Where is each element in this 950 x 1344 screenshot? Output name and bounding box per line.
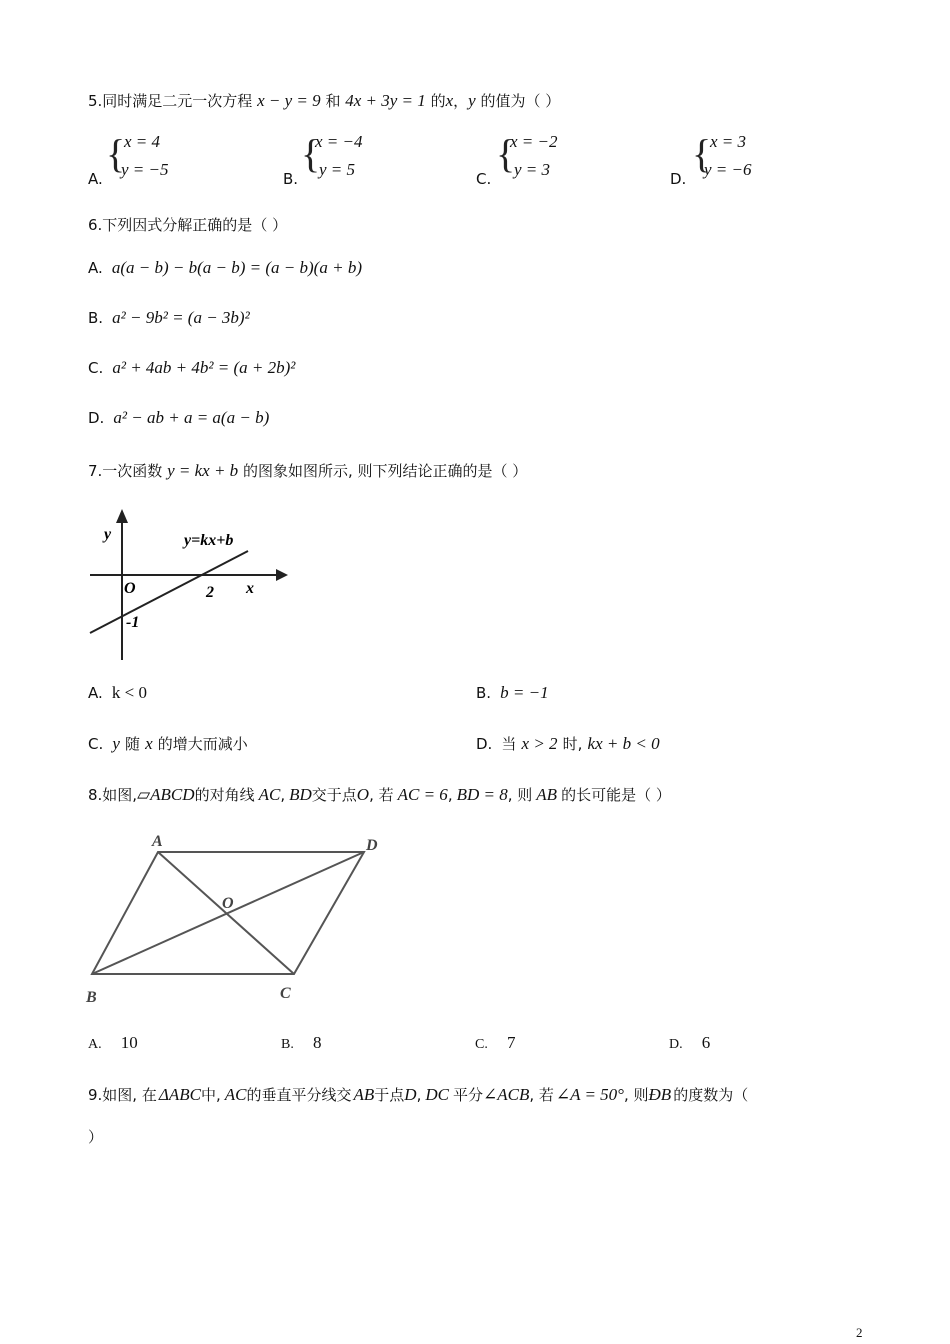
q5-equation-1: x − y = 9: [257, 91, 321, 110]
q6-option-d[interactable]: D. a² − ab + a = a(a − b): [88, 408, 270, 427]
x-axis-label: x: [246, 580, 254, 597]
q7-option-d[interactable]: D. 当 x > 2 时, kx + b < 0: [476, 734, 660, 753]
y-axis-arrow: [116, 509, 128, 523]
q7-graph: [80, 505, 290, 665]
q7-stem: 7.一次函数 y = kx + b 的图象如图所示, 则下列结论正确的是（ ）: [88, 461, 528, 480]
line-label: y=kx+b: [184, 532, 234, 549]
diagonal-bd: [92, 852, 364, 974]
q8-stem: 8.如图,▱ABCD的对角线 AC, BD交于点O, 若 AC = 6, BD = 8, 则 AB 的长可能是（ ）: [88, 785, 671, 804]
x-intercept-label: 2: [206, 584, 214, 601]
vertex-b-label: B: [86, 989, 97, 1006]
x-axis-arrow: [276, 569, 288, 581]
q6-option-c[interactable]: C. a² + 4ab + 4b² = (a + 2b)²: [88, 358, 296, 377]
q9-stem-line2: ）: [88, 1128, 104, 1146]
q9-stem: 9.如图, 在 ΔABC中, AC的垂直平分线交 AB于点D, DC 平分∠ACB, 若 ∠A = 50°, 则ÐB 的度数为（: [88, 1085, 749, 1104]
q6-option-a[interactable]: A. a(a − b) − b(a − b) = (a − b)(a + b): [88, 258, 362, 277]
q5-equation-2: 4x + 3y = 1: [345, 91, 426, 110]
origin-label: O: [124, 580, 136, 597]
q8-option-b[interactable]: B. 8: [281, 1033, 322, 1052]
q8-option-a[interactable]: A. 10: [88, 1033, 138, 1052]
page-number: 2: [856, 1325, 863, 1340]
y-intercept-label: -1: [126, 614, 140, 631]
q7-option-c[interactable]: C. y 随 x 的增大而减小: [88, 734, 248, 753]
vertex-c-label: C: [280, 985, 291, 1002]
q8-option-d[interactable]: D. 6: [669, 1033, 711, 1052]
q6-stem: 6.下列因式分解正确的是（ ）: [88, 216, 288, 234]
q7-option-b[interactable]: B. b = −1: [476, 683, 549, 702]
y-axis-label: y: [104, 526, 112, 543]
q5-stem: 5.同时满足二元一次方程 x − y = 9 和 4x + 3y = 1 的x，y 的值为（ ）: [88, 91, 561, 110]
vertex-a-label: A: [152, 833, 163, 850]
q8-parallelogram-figure: [80, 826, 390, 1011]
function-line: [90, 551, 248, 633]
q7-option-a[interactable]: A. k < 0: [88, 683, 147, 702]
vertex-d-label: D: [366, 837, 378, 854]
center-o-label: O: [222, 895, 234, 912]
q6-option-b[interactable]: B. a² − 9b² = (a − 3b)²: [88, 308, 250, 327]
q8-option-c[interactable]: C. 7: [475, 1033, 516, 1052]
q7-function: y = kx + b: [167, 461, 239, 480]
